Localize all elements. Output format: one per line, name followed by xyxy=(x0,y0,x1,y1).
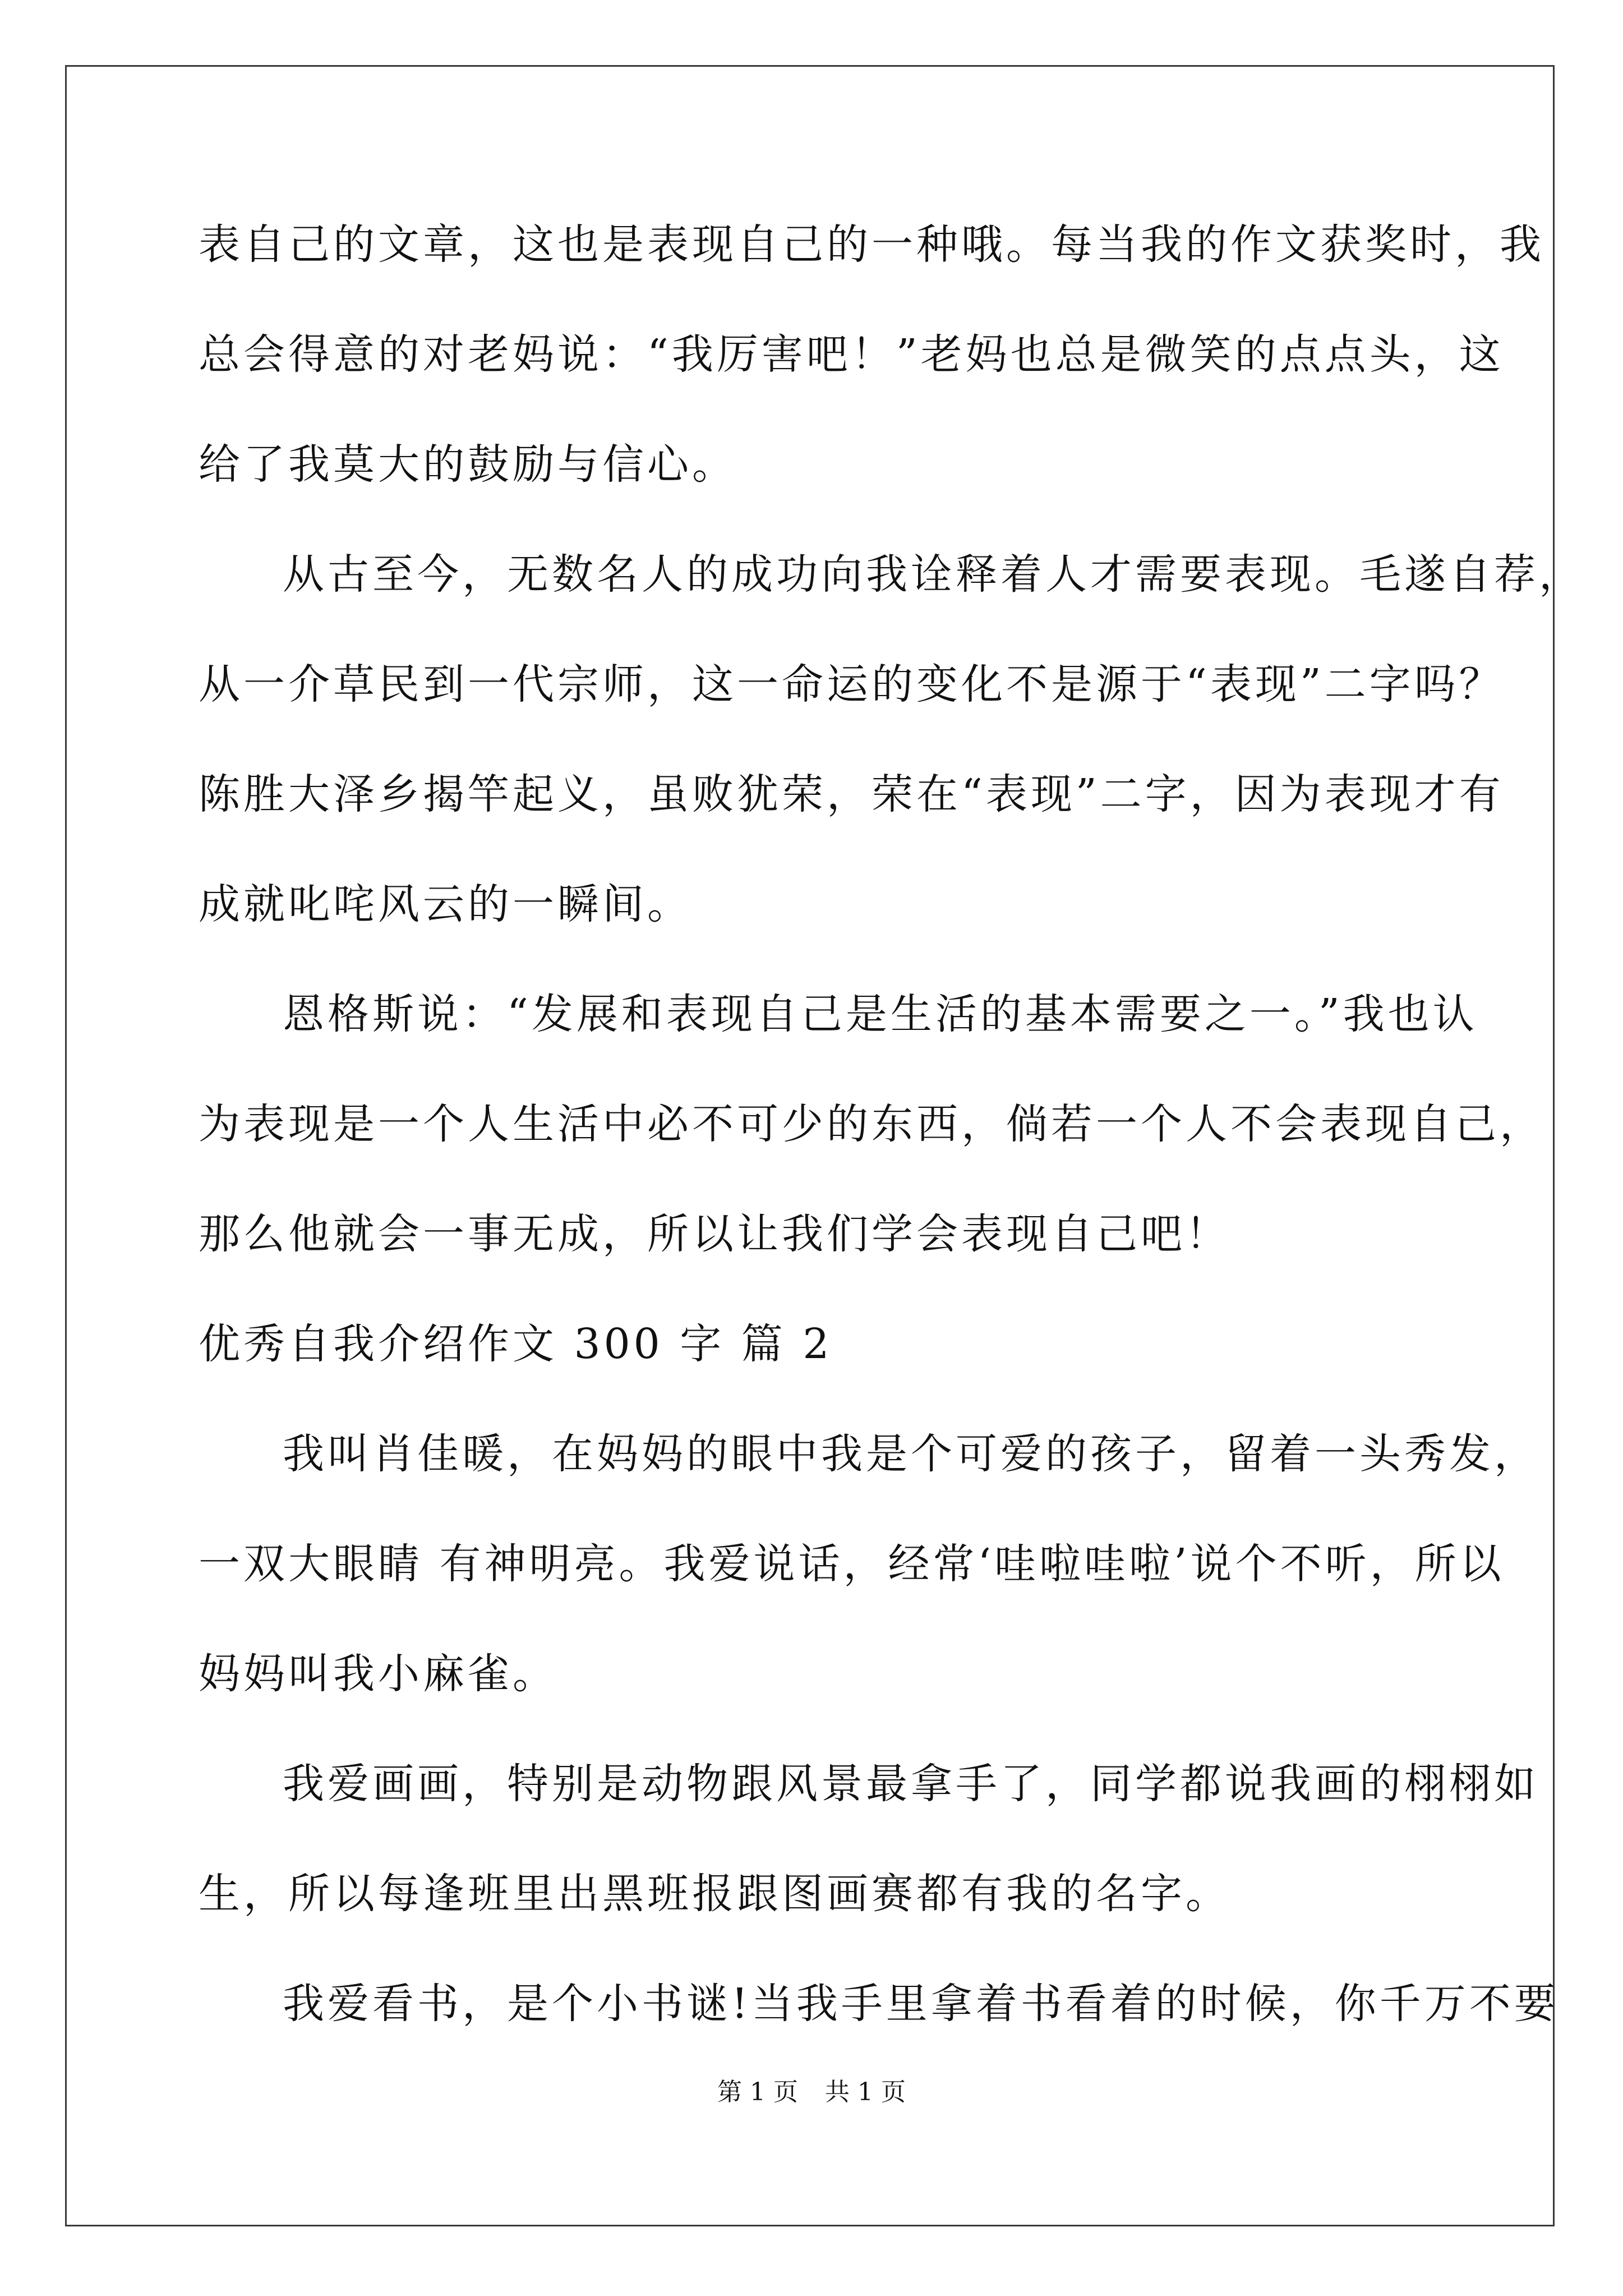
text-line: 为表现是一个人生活中必不可少的东西，倘若一个人不会表现自己， xyxy=(199,1100,1544,1148)
page-footer xyxy=(0,2076,1623,2109)
document-body xyxy=(199,218,1584,2087)
text-line: 那么他就会一事无成，所以让我们学会表现自己吧！ xyxy=(199,1210,1230,1258)
section-heading: 优秀自我介绍作文 300 字 篇 2 xyxy=(199,1320,833,1368)
text-line: 陈胜大泽乡揭竿起义，虽败犹荣，荣在“表现”二字，因为表现才有 xyxy=(199,770,1504,818)
text-line: 恩格斯说：“发展和表现自己是生活的基本需要之一。”我也认 xyxy=(283,990,1478,1038)
text-line: 成就叱咤风云的一瞬间。 xyxy=(199,880,692,928)
text-line: 给了我莫大的鼓励与信心。 xyxy=(199,440,737,489)
text-line: 妈妈叫我小麻雀。 xyxy=(199,1650,557,1698)
text-line: 从一介草民到一代宗师，这一命运的变化不是源于“表现”二字吗？ xyxy=(199,660,1504,708)
text-line: 我爱看书，是个小书谜!当我手里拿着书看着的时候，你千万不要 xyxy=(283,1980,1559,2028)
page-number-total: 共 1 页 xyxy=(825,2078,906,2106)
text-line: 总会得意的对老妈说：“我厉害吧！”老妈也总是微笑的点点头，这 xyxy=(199,330,1504,379)
text-line: 我爱画画，特别是动物跟风景最拿手了，同学都说我画的栩栩如 xyxy=(283,1760,1539,1808)
text-line: 一双大眼睛 有神明亮。我爱说话，经常‘哇啦哇啦’说个不听，所以 xyxy=(199,1540,1505,1588)
page-number-current: 第 1 页 xyxy=(717,2078,798,2106)
text-line: 我叫肖佳暖，在妈妈的眼中我是个可爱的孩子，留着一头秀发， xyxy=(283,1430,1539,1478)
text-line: 生，所以每逢班里出黑班报跟图画赛都有我的名字。 xyxy=(199,1870,1230,1918)
text-line: 表自己的文章，这也是表现自己的一种哦。每当我的作文获奖时，我 xyxy=(199,220,1544,269)
text-line: 从古至今，无数名人的成功向我诠释着人才需要表现。毛遂自荐， xyxy=(283,550,1584,599)
